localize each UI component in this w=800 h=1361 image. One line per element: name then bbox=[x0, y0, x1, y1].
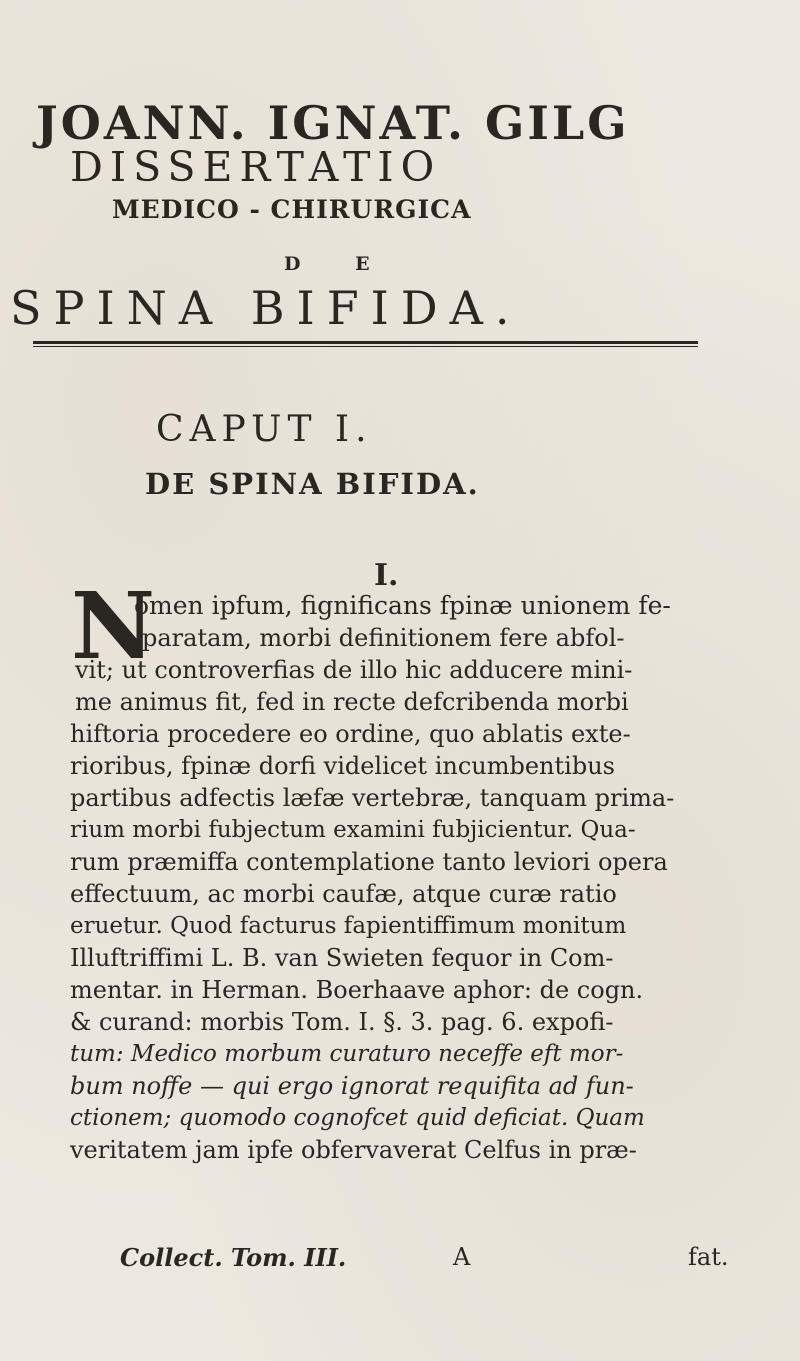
body-line: omen ipfum, fignificans fpinæ unionem fe- bbox=[134, 591, 671, 620]
body-line: eruetur. Quod facturus fapientiffimum monitum bbox=[70, 913, 627, 939]
collection-reference: Collect. Tom. III. bbox=[120, 1243, 347, 1272]
drop-cap-initial: N bbox=[71, 572, 156, 680]
body-line: effectuum, ac morbi caufæ, atque curæ ratio bbox=[70, 880, 617, 908]
author-name: JOANN. IGNAT. GILG bbox=[36, 96, 630, 150]
body-line: tum: Medico morbum curaturo neceffe eft mor- bbox=[70, 1041, 624, 1067]
dissertation-subtitle: MEDICO - CHIRURGICA bbox=[112, 195, 472, 224]
title-rule-thick bbox=[33, 341, 698, 344]
body-line: hiftoria procedere eo ordine, quo ablatis exte- bbox=[70, 720, 631, 748]
body-line: paratam, morbi definitionem fere abfol- bbox=[142, 624, 625, 652]
body-line: me animus fit, fed in recte defcribenda morbi bbox=[75, 688, 629, 716]
body-line: partibus adfectis læfæ vertebræ, tanquam prima- bbox=[70, 784, 675, 812]
chapter-number: CAPUT I. bbox=[156, 409, 373, 450]
catchword: fat. bbox=[688, 1243, 729, 1271]
body-line: ctionem; quomodo cognofcet quid deficiat. Quam bbox=[70, 1105, 645, 1131]
preposition-de: D E bbox=[284, 253, 394, 275]
body-line: vit; ut controverfias de illo hic adducere mini- bbox=[75, 656, 633, 684]
dissertation-label: DISSERTATIO bbox=[70, 143, 442, 191]
body-line: veritatem jam ipfe obfervaverat Celfus in præ- bbox=[70, 1136, 637, 1164]
body-line: mentar. in Herman. Boerhaave aphor: de cogn. bbox=[70, 976, 644, 1004]
body-line: Illuftriffimi L. B. van Swieten fequor in Com- bbox=[70, 944, 614, 972]
title-rule-thin bbox=[33, 346, 698, 347]
body-line: rum præmiffa contemplatione tanto leviori opera bbox=[70, 848, 668, 876]
body-line: & curand: morbis Tom. I. §. 3. pag. 6. expofi- bbox=[70, 1008, 614, 1036]
section-number: I. bbox=[374, 558, 399, 593]
signature-mark: A bbox=[453, 1243, 471, 1271]
body-line: rioribus, fpinæ dorfi videlicet incumbentibus bbox=[70, 752, 615, 780]
body-line: rium morbi fubjectum examini fubjicientur. Qua- bbox=[70, 817, 636, 843]
chapter-heading: DE SPINA BIFIDA. bbox=[145, 467, 480, 501]
body-line: bum noffe — qui ergo ignorat requifita ad fun- bbox=[70, 1072, 634, 1100]
main-title: SPINA BIFIDA. bbox=[10, 281, 522, 335]
